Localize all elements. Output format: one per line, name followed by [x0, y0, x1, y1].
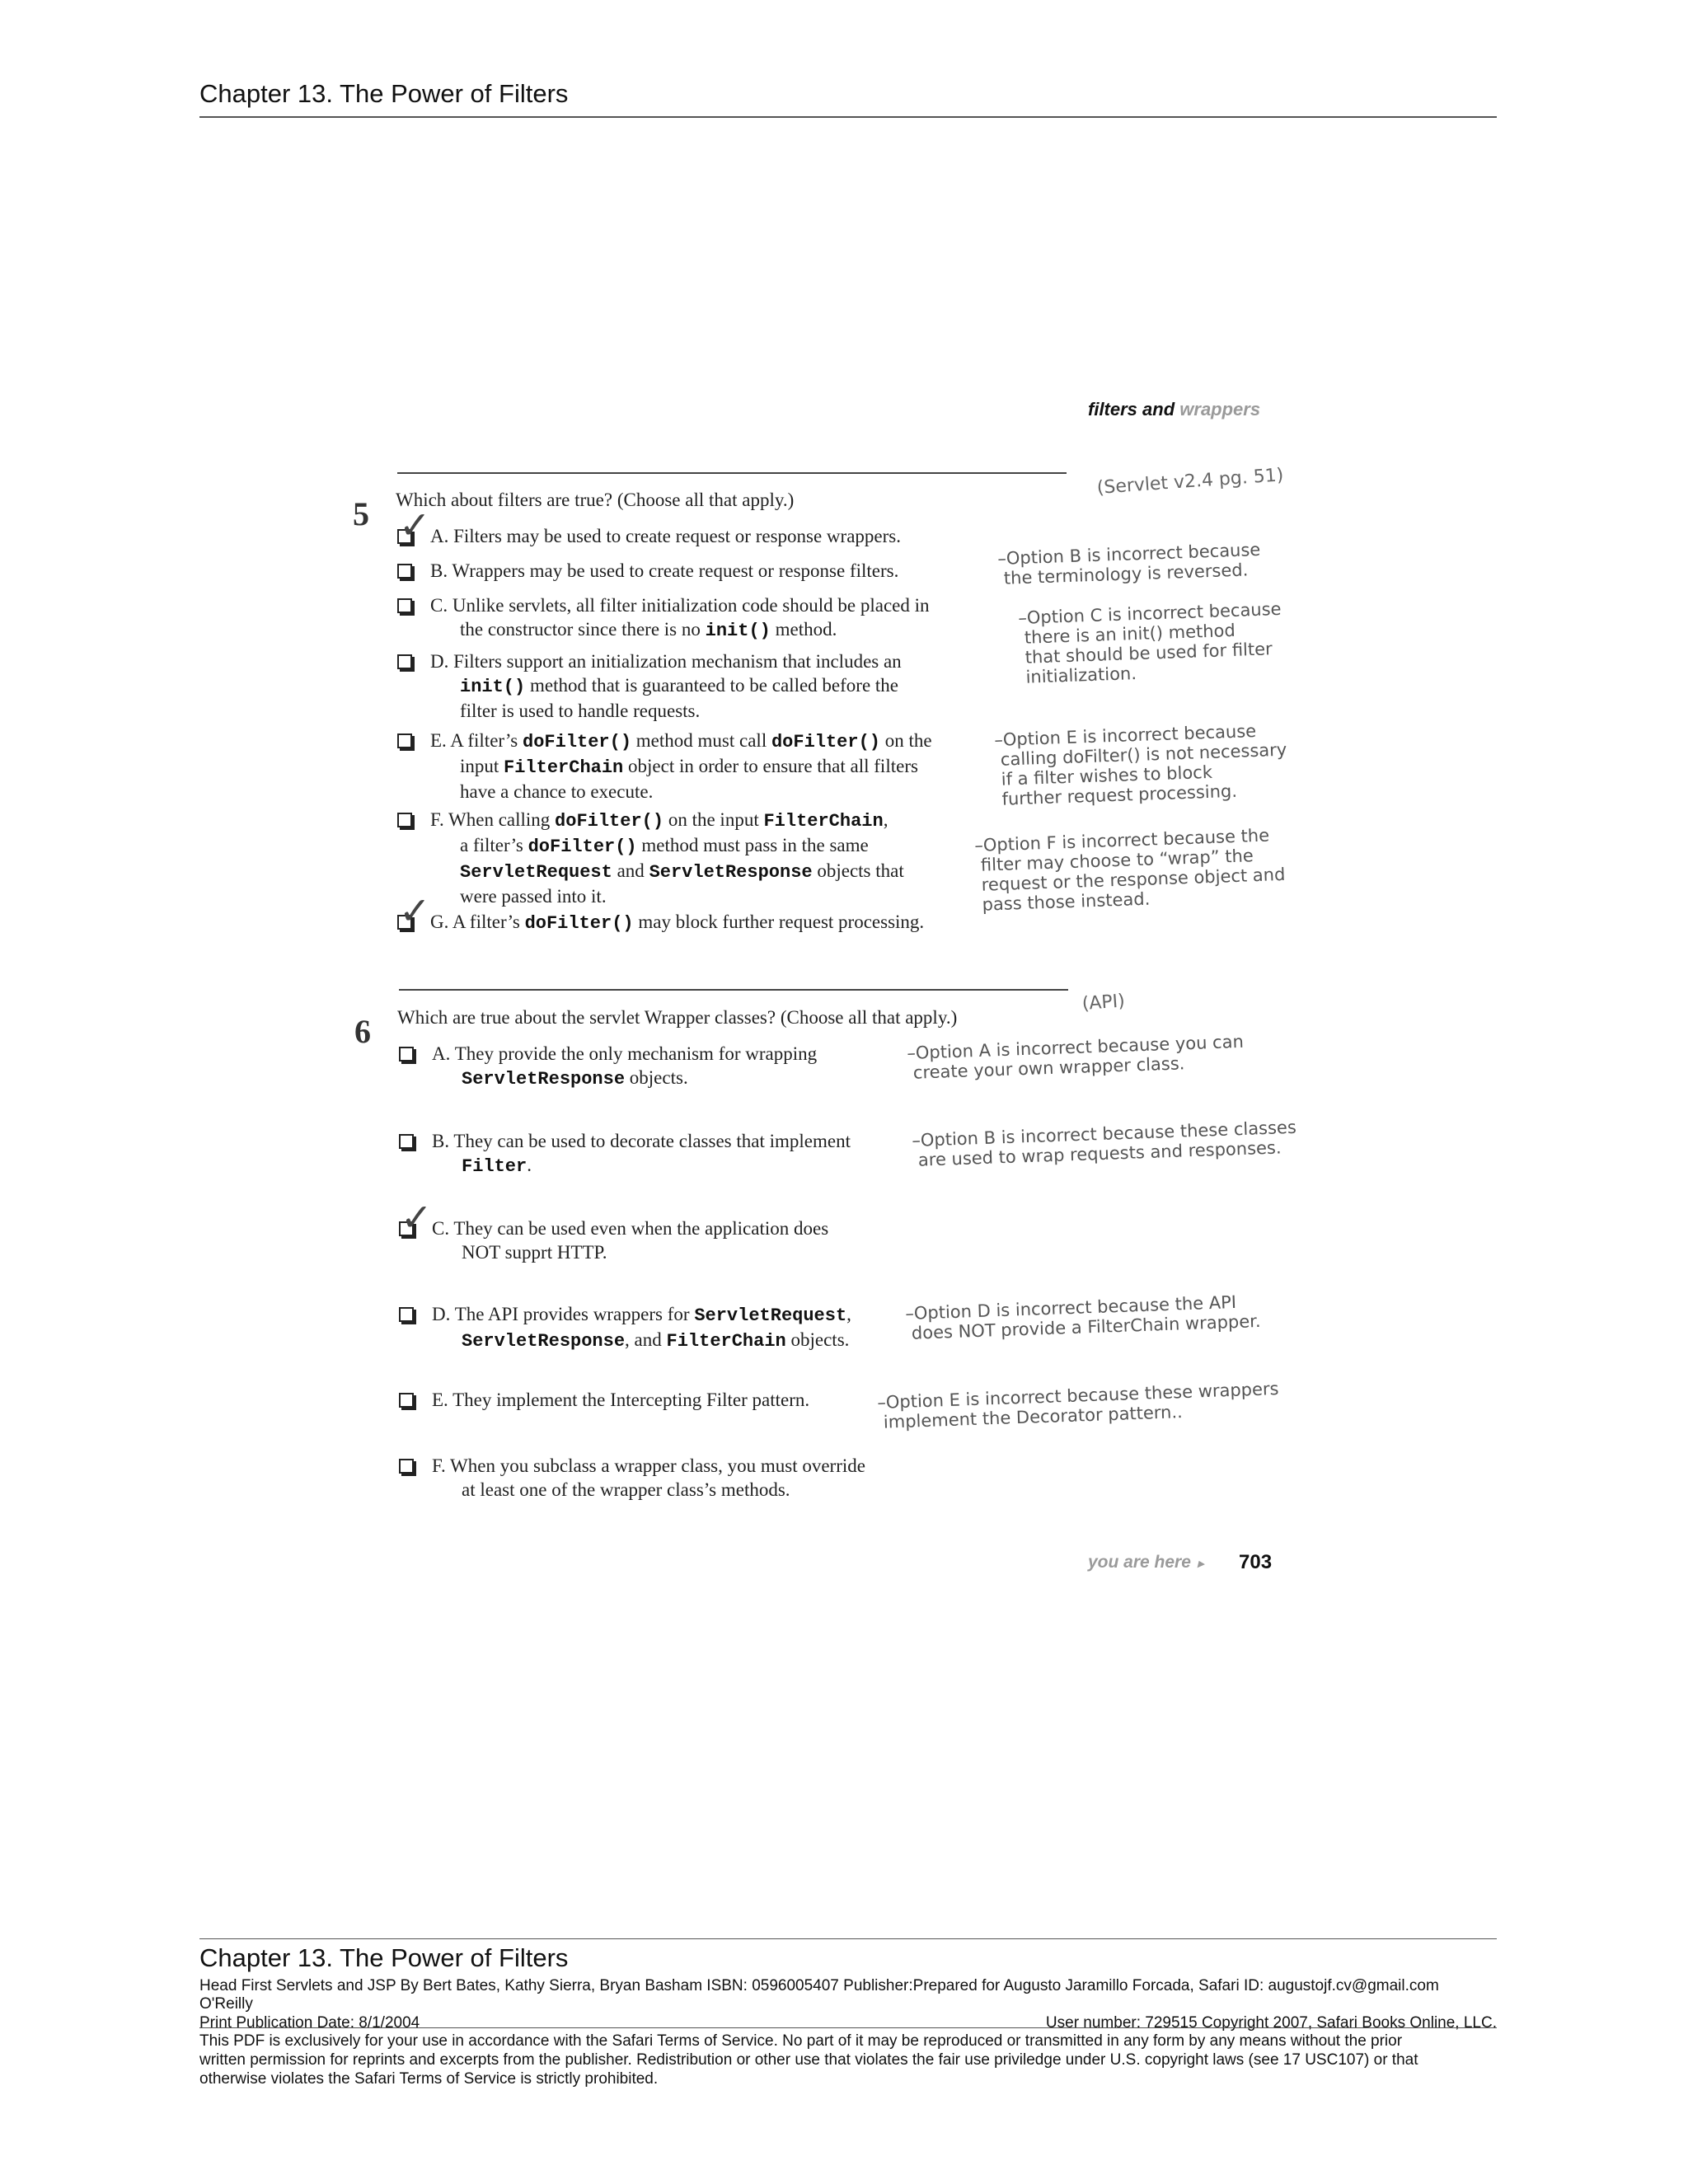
q5-note-option-c: –Option C is incorrect because there is an init() method that should be used for filter initialization.: [1018, 598, 1282, 687]
q5-option-c-line2: [430, 617, 991, 643]
question-5-divider: [397, 472, 1067, 474]
checkbox-icon[interactable]: [397, 598, 412, 613]
q5-option-e-l1c: on the: [884, 730, 932, 751]
question-6-divider: [399, 989, 1068, 991]
question-6-reference: (API): [1081, 991, 1126, 1015]
q6-option-d[interactable]: [399, 1302, 910, 1353]
q6-option-a-code: ServletResponse: [462, 1069, 626, 1090]
q6-option-a-l2b: objects.: [629, 1067, 688, 1088]
q5-option-c[interactable]: [397, 593, 991, 643]
q5-option-f-code3: doFilter(): [528, 837, 637, 857]
footer-user-number: User number: 729515 Copyright 2007, Safari Books Online, LLC.: [1045, 2014, 1497, 2032]
question-5-number: 5: [353, 495, 369, 532]
q6-option-d-code2: ServletResponse: [462, 1331, 626, 1352]
q5-option-f-l1c: ,: [883, 809, 889, 830]
q5-option-e-l2a: input: [460, 756, 499, 776]
q5-option-d-line1: D. Filters support an initialization mechanism that includes an: [430, 651, 902, 672]
q6-option-a-text: [399, 1042, 910, 1091]
checkbox-icon[interactable]: [397, 813, 412, 827]
q6-option-b-l2b: .: [527, 1155, 532, 1175]
q6-option-c-line1: C. They can be used even when the application does: [432, 1218, 829, 1239]
q5-option-f-line1: [430, 809, 888, 830]
q5-option-g-code: doFilter(): [524, 913, 634, 934]
q5-option-f-line2: [430, 833, 991, 859]
footer-chapter-title: Chapter 13. The Power of Filters: [199, 1943, 569, 1972]
q5-option-g-l1b: may block further request processing.: [638, 912, 925, 932]
you-are-here-label: you are here: [1088, 1553, 1191, 1572]
q5-option-b-text: B. Wrappers may be used to create request or response filters.: [430, 560, 899, 581]
q6-option-f[interactable]: [399, 1454, 943, 1502]
q5-option-f-l1a: F. When calling: [430, 809, 551, 830]
q5-option-e-text: [397, 729, 991, 804]
q6-option-e-text: E. They implement the Intercepting Filter pattern.: [432, 1390, 810, 1410]
footer-publisher: O'Reilly: [199, 1995, 253, 2013]
q6-option-e[interactable]: [399, 1388, 910, 1412]
q5-option-b[interactable]: [397, 559, 991, 583]
q5-option-c-code: init(): [705, 621, 771, 641]
footer-book-line: Head First Servlets and JSP By Bert Bates, Kathy Sierra, Bryan Basham ISBN: 0596005407 Publisher:Prepared for Augusto Jaramillo Forcada, Safari ID: augustojf.cv@gmail.com: [199, 1977, 1439, 1994]
running-head-bold: filters and: [1088, 399, 1175, 419]
q6-option-d-l1a: D. The API provides wrappers for: [432, 1304, 690, 1324]
q6-option-d-line2: [432, 1328, 910, 1353]
q6-option-c-text: [399, 1216, 910, 1264]
q6-option-b-text: [399, 1129, 910, 1179]
q5-option-e-code3: FilterChain: [504, 757, 624, 778]
q5-option-e-l1a: E. A filter’s: [430, 730, 518, 751]
q6-option-c[interactable]: [399, 1195, 910, 1264]
q5-option-d-code: init(): [460, 677, 526, 697]
q6-option-b-code: Filter: [462, 1156, 528, 1177]
q5-option-f-code4: ServletRequest: [460, 862, 612, 883]
q5-option-f-l1b: on the input: [668, 809, 759, 830]
q6-option-b[interactable]: [399, 1129, 910, 1179]
q6-option-d-l2a: , and: [625, 1329, 662, 1350]
checkbox-icon[interactable]: [399, 1047, 414, 1062]
checkbox-icon[interactable]: [399, 1134, 414, 1149]
q5-option-e-line3: have a chance to execute.: [460, 781, 654, 802]
q5-option-d-text: [397, 649, 991, 723]
q5-option-f-l2a: a filter’s: [460, 835, 523, 855]
q5-option-f-l2b: method must pass in the same: [641, 835, 869, 855]
q6-option-a[interactable]: [399, 1042, 910, 1091]
q5-option-e-l2b: object in order to ensure that all filters: [628, 756, 918, 776]
q5-option-d-line2: [430, 673, 991, 699]
footer-legal-2: written permission for reprints and excerpts from the publisher. Redistribution or other use that violates the fair use priviledge under U.S. copyright laws (see 17 USC107) or that: [199, 2051, 1418, 2069]
q6-option-d-code1: ServletRequest: [694, 1305, 847, 1326]
footer-legal-3: otherwise violates the Safari Terms of Service is strictly prohibited.: [199, 2070, 659, 2088]
footer-divider-bottom: [199, 2027, 1497, 2028]
q5-option-f[interactable]: [397, 808, 991, 908]
question-5-text: Which about filters are true? (Choose all that apply.): [396, 490, 795, 510]
question-6-number: 6: [354, 1013, 371, 1050]
header-divider: [199, 116, 1497, 118]
q6-option-a-line2: [432, 1066, 910, 1091]
q5-option-e-code1: doFilter(): [523, 732, 632, 752]
q5-option-e-l1b: method must call: [635, 730, 767, 751]
q5-option-a[interactable]: [397, 503, 991, 548]
q6-option-d-line1: [432, 1304, 851, 1324]
footer-legal-1: This PDF is exclusively for your use in accordance with the Safari Terms of Service. No part of it may be reproduced or transmitted in any form by any means without the prior: [199, 2032, 1403, 2050]
q6-note-option-e: –Option E is incorrect because these wrappers implement the Decorator pattern..: [877, 1378, 1279, 1432]
q5-option-f-l3b: objects that: [817, 860, 904, 881]
footer-print-date: Print Publication Date: 8/1/2004: [199, 2014, 420, 2032]
q5-option-f-line4: were passed into it.: [460, 886, 607, 907]
q5-option-c-l2a: the constructor since there is no: [460, 619, 701, 640]
q6-note-option-a: –Option A is incorrect because you can create your own wrapper class.: [907, 1031, 1245, 1083]
checkbox-icon[interactable]: [399, 1393, 414, 1408]
checkbox-icon[interactable]: [397, 564, 412, 579]
checkmark-icon: ✓: [399, 888, 431, 933]
q5-option-c-l2b: method.: [775, 619, 837, 640]
q5-option-e-code2: doFilter(): [771, 732, 880, 752]
q5-option-c-text: [397, 593, 991, 643]
q5-option-d-l2b: method that is guaranteed to be called before the: [529, 675, 899, 696]
arrow-right-icon: ▸: [1197, 1557, 1204, 1571]
you-are-here: [1088, 1553, 1203, 1572]
q6-option-c-line2: NOT supprt HTTP.: [462, 1242, 607, 1263]
q6-option-d-text: [399, 1302, 910, 1353]
q5-option-f-code2: FilterChain: [763, 811, 884, 832]
q5-note-option-f: –Option F is incorrect because the filter may choose to “wrap” the request or the response object and pass those instead.: [974, 825, 1286, 915]
chapter-title: Chapter 13. The Power of Filters: [199, 79, 569, 108]
q5-option-e[interactable]: [397, 729, 991, 804]
q6-note-option-d: –Option D is incorrect because the API does NOT provide a FilterChain wrapper.: [905, 1291, 1261, 1343]
question-6-text: Which are true about the servlet Wrapper classes? (Choose all that apply.): [397, 1007, 958, 1028]
q5-option-a-text: A. Filters may be used to create request or response wrappers.: [430, 526, 901, 546]
q6-option-b-line1: B. They can be used to decorate classes that implement: [432, 1131, 851, 1151]
running-head: [1088, 399, 1260, 420]
q5-option-g-text: [397, 910, 991, 935]
q6-option-d-code3: FilterChain: [666, 1331, 786, 1352]
q5-option-e-line1: [430, 730, 932, 751]
footer-divider-top: [199, 1938, 1497, 1939]
q5-option-f-code5: ServletResponse: [649, 862, 813, 883]
checkbox-icon[interactable]: [397, 733, 412, 748]
q6-option-b-line2: [432, 1153, 910, 1179]
q5-note-option-b: –Option B is incorrect because the terminology is reversed.: [997, 539, 1261, 588]
checkbox-icon[interactable]: [397, 654, 412, 669]
q5-option-d-line3: filter is used to handle requests.: [460, 701, 701, 721]
question-5-reference: (Servlet v2.4 pg. 51): [1096, 465, 1285, 499]
checkmark-icon: ✓: [401, 1195, 433, 1240]
q5-option-g-l1a: G. A filter’s: [430, 912, 520, 932]
checkmark-icon: ✓: [399, 503, 431, 547]
q5-note-option-e: –Option E is incorrect because calling doFilter() is not necessary if a filter wishes to block further request processing.: [994, 720, 1287, 809]
q6-option-f-text: [399, 1454, 943, 1502]
q6-option-a-line1: A. They provide the only mechanism for wrapping: [432, 1043, 818, 1064]
q5-option-f-text: [397, 808, 991, 908]
q6-option-f-line2: at least one of the wrapper class’s methods.: [462, 1479, 790, 1500]
q5-option-d[interactable]: [397, 649, 991, 723]
q5-option-c-line1: C. Unlike servlets, all filter initialization code should be placed in: [430, 595, 930, 616]
running-head-muted: wrappers: [1179, 399, 1261, 419]
q6-option-d-l1b: ,: [846, 1304, 851, 1324]
checkbox-icon[interactable]: [399, 1307, 414, 1322]
q5-option-f-l3a: and: [617, 860, 645, 881]
q5-option-e-line2: [430, 754, 991, 780]
q5-option-f-code1: doFilter(): [555, 811, 664, 832]
q6-option-f-line1: F. When you subclass a wrapper class, you must override: [432, 1455, 865, 1476]
checkbox-icon[interactable]: [399, 1459, 414, 1474]
q5-option-f-line3: [430, 859, 991, 884]
q6-option-d-l2b: objects.: [790, 1329, 850, 1350]
q6-note-option-b: –Option B is incorrect because these classes are used to wrap requests and responses.: [912, 1117, 1297, 1170]
page-number: 703: [1239, 1551, 1273, 1573]
